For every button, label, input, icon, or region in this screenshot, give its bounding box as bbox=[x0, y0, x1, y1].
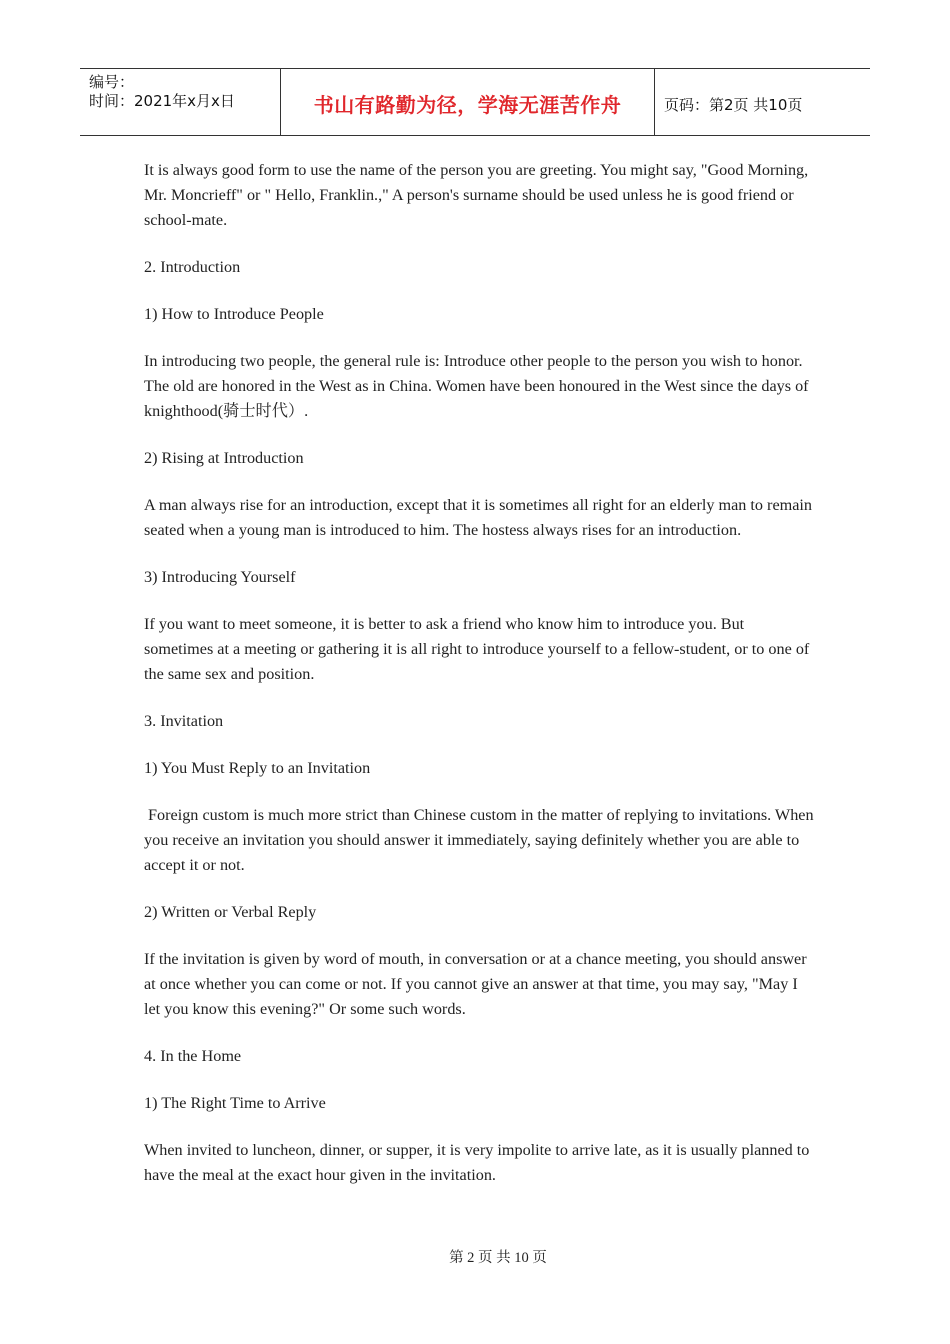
section-heading-introduction: 2. Introduction bbox=[144, 258, 241, 276]
section-heading-invitation: 3. Invitation bbox=[144, 712, 224, 730]
body-paragraph: A man always rise for an introduction, except that it is sometimes all right for an elderly man to remain seated when a young man is introduced to him. The hostess always rises for an introduction. bbox=[144, 496, 813, 539]
subsection-heading: 2) Written or Verbal Reply bbox=[144, 903, 317, 921]
document-date-label: 时间：2021年x月x日 bbox=[89, 92, 235, 110]
body-paragraph: If you want to meet someone, it is better to ask a friend who know him to introduce you. But sometimes at a meeting or gathering it is all right to introduce yourself to a fellow-student, or to one of the same sex and position. bbox=[144, 615, 810, 683]
document-number-label: 编号： bbox=[89, 73, 135, 91]
body-paragraph: Foreign custom is much more strict than Chinese custom in the matter of replying to invitations. When you receive an invitation you should answer it immediately, saying definitely whether you are able to accept it or not. bbox=[144, 806, 818, 874]
page-footer: 第 2 页 共 10 页 bbox=[449, 1250, 547, 1266]
subsection-heading: 2) Rising at Introduction bbox=[144, 449, 304, 467]
subsection-heading: 1) The Right Time to Arrive bbox=[144, 1094, 326, 1112]
header-page-info: 页码：第2页 共10页 bbox=[664, 96, 803, 114]
page-header bbox=[80, 68, 870, 136]
body-paragraph: If the invitation is given by word of mouth, in conversation or at a chance meeting, you should answer at once whether you can come or not. If you cannot give an answer at that time, you may say, "May I let you know this evening?" Or some such words. bbox=[144, 950, 807, 1018]
subsection-heading: 1) How to Introduce People bbox=[144, 305, 324, 323]
subsection-heading: 1) You Must Reply to an Invitation bbox=[144, 759, 371, 777]
document-body bbox=[144, 158, 818, 1210]
section-heading-home: 4. In the Home bbox=[144, 1047, 242, 1065]
header-meta-cell bbox=[80, 69, 281, 135]
subsection-heading: 3) Introducing Yourself bbox=[144, 568, 296, 586]
body-paragraph: It is always good form to use the name of the person you are greeting. You might say, "Good Morning, Mr. Moncrieff" or " Hello, Franklin.," A person's surname should be used unless he is good friend or school-mate. bbox=[144, 161, 809, 229]
body-paragraph: When invited to luncheon, dinner, or supper, it is very impolite to arrive late, as it is usually planned to have the meal at the exact hour given in the invitation. bbox=[144, 1141, 810, 1184]
header-motto: 书山有路勤为径，学海无涯苦作舟 bbox=[313, 93, 622, 117]
header-motto-cell bbox=[281, 69, 655, 135]
header-page-cell bbox=[655, 69, 870, 135]
body-paragraph: In introducing two people, the general rule is: Introduce other people to the person you wish to honor. The old are honored in the West as in China. Women have been honoured in the West since the days of knighthood(骑士时代）. bbox=[144, 352, 809, 420]
